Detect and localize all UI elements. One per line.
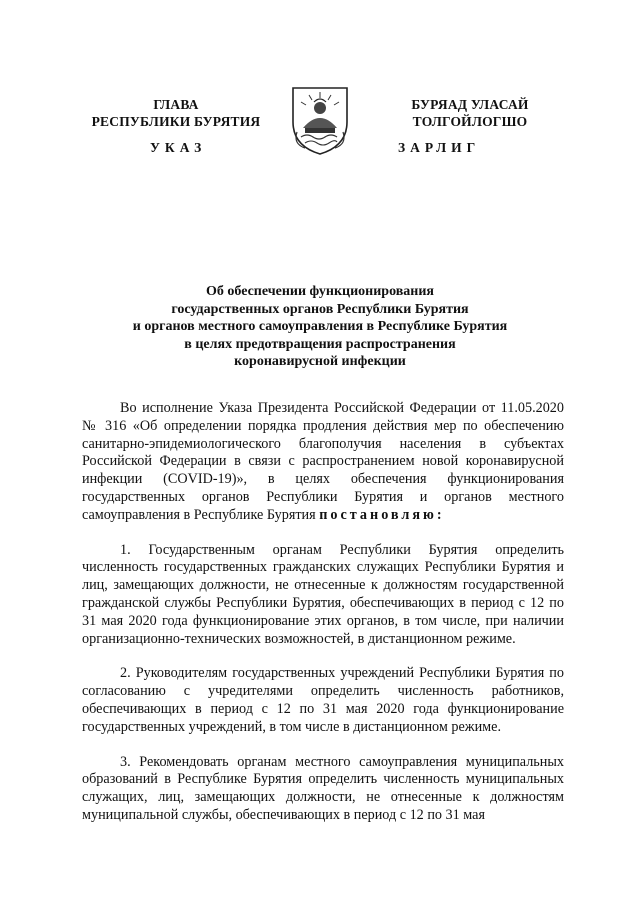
decree-word: постановляю: — [319, 506, 445, 523]
decree-label-bua: ЗАРЛИГ — [398, 140, 481, 155]
header-left-line2: РЕСПУБЛИКИ БУРЯТИЯ — [91, 114, 261, 129]
document-title — [80, 283, 560, 371]
item-1-paragraph: 1. Государственным органам Республики Бурятия определить численность государственных гражданских служащих Республики Бурятия и лиц, замещающих должности, не отнесенные к должностям государственной гражданской службы Республики Бурятия, обеспечивающих в период с 12 по 31 мая 2020 года функционирование этих органов, в том числе, при наличии организационно-технических возможностей, в дистанционном режиме. — [82, 541, 564, 647]
item-3-paragraph: 3. Рекомендовать органам местного самоуправления муниципальных образований в Республике Бурятия определить численность муниципальных служащих, лиц, замещающих должности, не отнесенные к должностям муниципальной службы, обеспечивающих в период с 12 по 31 мая — [82, 753, 564, 823]
title-line: государственных органов Республики Бурятия — [171, 301, 469, 317]
item-2-paragraph: 2. Руководителям государственных учреждений Республики Бурятия по согласованию с учредителями определить численность работников, обеспечивающих в период с 12 по 31 мая 2020 года функционирование государственных учреждений, в том числе в дистанционном режиме. — [82, 665, 564, 735]
title-line: и органов местного самоуправления в Республике Бурятия — [132, 319, 508, 335]
coat-of-arms-icon — [287, 82, 353, 156]
title-line: в целях предотвращения распространения — [184, 336, 456, 352]
decree-label-ru: УКАЗ — [150, 140, 207, 155]
header-left-line1: ГЛАВА — [153, 97, 199, 112]
title-line: коронавирусной инфекции — [234, 354, 406, 370]
header-right-line2: ТОЛГОЙЛОГШО — [412, 114, 528, 129]
header-left — [86, 96, 266, 130]
header-right — [380, 96, 560, 130]
document-body — [82, 400, 564, 842]
title-line: Об обеспечении функционирования — [206, 284, 434, 299]
preamble-paragraph — [82, 400, 564, 525]
preamble-text: Во исполнение Указа Президента Российской Федерации от 11.05.2020 № 316 «Об определении порядка продления действия мер по обеспечению санитарно-эпидемиологического благополучия населения в субъектах Российской Федерации в связи с распространением новой коронавирусной инфекции (COVID-19)», в целях обеспечения функционирования государственных органов Республики Бурятия и органов местного самоуправления в Республике Бурятия — [82, 400, 564, 523]
header-right-line1: БУРЯАД УЛАСАЙ — [411, 97, 529, 112]
